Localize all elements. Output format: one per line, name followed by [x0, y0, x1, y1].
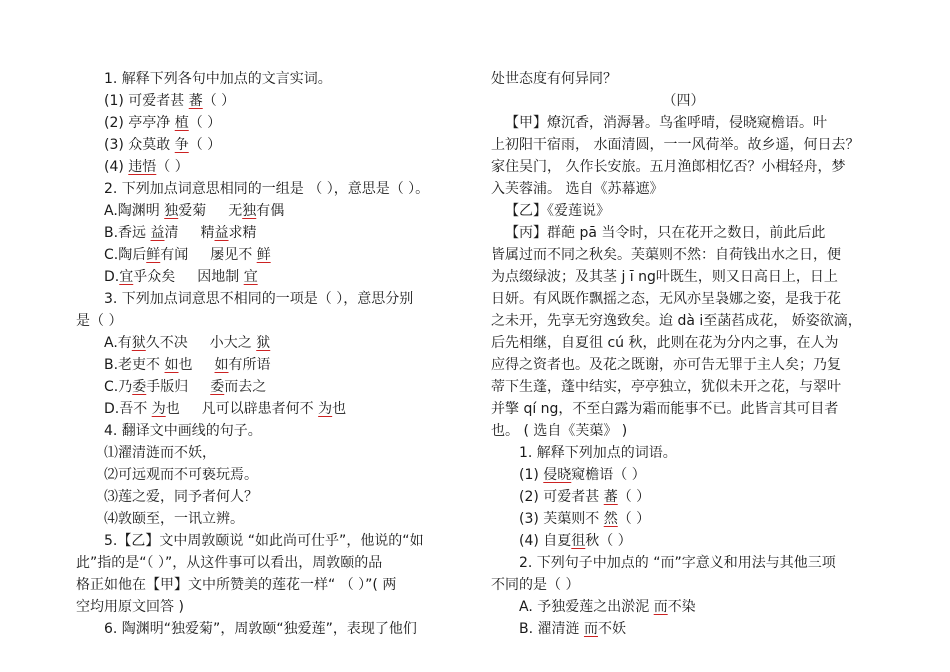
- passage-yi: 【乙】《爱莲说》: [505, 203, 610, 219]
- option-text: 小大之: [209, 335, 257, 351]
- passage-bing-line-8: 蒂下生蓬，蓬中结实，亭亭独立，犹似未开之花，与翠叶: [491, 379, 841, 395]
- item-text: (4) 自夏: [519, 533, 572, 549]
- option-text: D.吾不: [104, 401, 152, 417]
- dotted-word: 宜: [243, 269, 258, 285]
- question-6-line-2: 处世态度有何异同？: [491, 71, 617, 87]
- option-text: D.: [104, 269, 120, 285]
- option-text: 久不决: [145, 335, 188, 351]
- question-2-option-c: [76, 244, 468, 266]
- dotted-word: 如: [164, 357, 179, 373]
- question-1-item-1: [76, 90, 468, 112]
- right-question-2-option-a: [491, 596, 876, 618]
- question-3-option-c: [76, 376, 468, 398]
- passage-bing-line-2: 皆属过而不同之秋矣。芙蕖则不然：自荷钱出水之日，便: [491, 247, 841, 263]
- question-2-option-b: [76, 222, 468, 244]
- answer-blank: （ ）: [156, 159, 189, 175]
- option-text: 有闻: [160, 247, 189, 263]
- passage-bing-line-9: 并擎 qí ng，不至白露为霜而能事不已。此皆言其可目者: [491, 401, 839, 417]
- item-text: (3) 众莫敢: [104, 137, 175, 153]
- passage-jia-line-3: 家住吴门， 久作长安旅。五月渔郎相忆否？小楫轻舟，梦: [491, 159, 846, 175]
- option-text: 手版归: [146, 379, 189, 395]
- right-question-1-item-4: [491, 530, 876, 552]
- right-question-1-item-2: [491, 486, 876, 508]
- option-text: 有所语: [228, 357, 271, 373]
- option-text: 也: [332, 401, 347, 417]
- passage-bing-line-6: 后先相继，自夏徂 cú 秋，此则在花为分内之事，在人为: [491, 335, 839, 351]
- question-3-option-d: [76, 398, 468, 420]
- option-text: A.陶渊明: [104, 203, 165, 219]
- option-text: 爱菊: [178, 203, 207, 219]
- option-text: 不染: [667, 599, 696, 615]
- item-text: (1) 可爱者甚: [104, 93, 189, 109]
- question-2-option-a: [76, 200, 468, 222]
- option-text: 乎众矣: [133, 269, 176, 285]
- passage-jia-line-1: 【甲】燎沉香，消溽暑。鸟雀呼晴，侵晓窥檐语。叶: [505, 115, 827, 131]
- passage-bing-line-4: 日妍。有风既作飘摇之态，无风亦呈袅娜之姿，是我于花: [491, 291, 841, 307]
- dotted-word: 委: [132, 379, 147, 395]
- option-text: A.有: [104, 335, 132, 351]
- dotted-word: 侵晓: [543, 467, 572, 483]
- answer-blank: （ ）: [188, 115, 222, 131]
- option-text: 精: [200, 225, 215, 241]
- dotted-word: 为: [318, 401, 333, 417]
- question-4-item-2: ⑵可远观而不可亵玩焉。: [104, 467, 258, 483]
- option-text: 也: [178, 357, 193, 373]
- dotted-word: 益: [150, 225, 165, 241]
- option-text: 求精: [228, 225, 257, 241]
- question-1-item-3: [76, 134, 468, 156]
- dotted-word: 独: [164, 203, 179, 219]
- right-question-2-title: 2. 下列句子中加点的 “而”字意义和用法与其他三项: [519, 555, 836, 571]
- option-text: C.陶后: [104, 247, 147, 263]
- option-text: 清: [164, 225, 179, 241]
- option-text: A. 予独爱莲之出淤泥: [519, 599, 654, 615]
- question-4-item-4: ⑷敦颐至，一讯立辨。: [104, 511, 244, 527]
- dotted-word: 植: [174, 115, 189, 131]
- right-question-2-title-cont: 不同的是（ ）: [491, 577, 580, 593]
- question-1-item-4: [76, 156, 468, 178]
- question-1-item-2: [76, 112, 468, 134]
- question-1-title: 1. 解释下列各句中加点的文言实词。: [104, 71, 332, 87]
- item-text: (3) 芙蕖则不: [519, 511, 604, 527]
- dotted-word: 蕃: [188, 93, 203, 109]
- option-text: C.乃: [104, 379, 133, 395]
- item-text: (2) 亭亭净: [104, 115, 175, 131]
- passage-bing-line-5: 之未开，先享无穷逸致矣。迨 dà i至菡萏成花， 娇姿欲滴，: [491, 313, 862, 329]
- dotted-word: 而: [583, 621, 598, 637]
- question-4-title: 4. 翻译文中画线的句子。: [104, 423, 262, 439]
- right-question-2-option-b: [491, 618, 876, 640]
- dotted-word: 如: [214, 357, 229, 373]
- dotted-word: 独: [242, 203, 257, 219]
- section-title: （四）: [662, 93, 705, 109]
- right-question-1-title: 1. 解释下列加点的词语。: [519, 445, 677, 461]
- dotted-word: 益: [214, 225, 229, 241]
- option-text: 凡可以辟患者何不: [201, 401, 319, 417]
- question-5-line-2: 此”指的是“（ ）”，从这件事可以看出，周敦颐的品: [76, 555, 383, 571]
- answer-blank: （ ）: [188, 137, 222, 153]
- item-text: (4): [104, 159, 129, 175]
- question-2-option-d: [76, 266, 468, 288]
- question-5-line-3: 格正如他在【甲】文中所赞美的莲花一样“ （ ）”( 两: [76, 577, 397, 593]
- option-text: 因地制: [197, 269, 244, 285]
- question-3-title-cont: 是（ ）: [76, 313, 123, 329]
- dotted-word: 然: [603, 511, 618, 527]
- answer-blank: （ ）: [617, 511, 651, 527]
- dotted-word: 狱: [256, 335, 271, 351]
- right-question-1-item-1: [491, 464, 876, 486]
- dotted-word: 蕃: [603, 489, 618, 505]
- question-5-line-1: 5.【乙】文中周敦颐说 “如此尚可仕乎”，他说的“如: [104, 533, 424, 549]
- option-text: B. 濯清涟: [519, 621, 584, 637]
- option-text: B.老吏不: [104, 357, 165, 373]
- item-text: (1): [519, 467, 544, 483]
- dotted-word: 宜: [119, 269, 134, 285]
- dotted-word: 徂: [571, 533, 586, 549]
- dotted-word: 为: [151, 401, 166, 417]
- passage-jia-line-4: 入芙蓉浦。 选自《苏幕遮》: [491, 181, 664, 197]
- dotted-word: 而: [653, 599, 668, 615]
- answer-blank: （ ）: [202, 93, 236, 109]
- right-column: [491, 68, 876, 640]
- question-3-option-b: [76, 354, 468, 376]
- item-text: 秋（ ）: [585, 533, 632, 549]
- option-text: 有偶: [256, 203, 285, 219]
- passage-bing-line-7: 应得之资者也。及花之既谢，亦可告无罪于主人矣；乃复: [491, 357, 841, 373]
- passage-bing-line-3: 为点缀绿波；及其茎 j ī ng叶既生，则又日高日上，日上: [491, 269, 838, 285]
- option-text: 而去之: [224, 379, 267, 395]
- passage-bing-line-1: 【丙】群葩 pā 当令时，只在花开之数日，前此后此: [505, 225, 826, 241]
- question-3-title: 3. 下列加点词意思不相同的一项是（ ），意思分别: [104, 291, 414, 307]
- dotted-word: 争: [174, 137, 189, 153]
- dotted-word: 鲜: [146, 247, 161, 263]
- question-3-option-a: [76, 332, 468, 354]
- dotted-word: 狱: [131, 335, 146, 351]
- question-6-line-1: 6. 陶渊明“独爱菊”，周敦颐“独爱莲”，表现了他们: [104, 621, 417, 637]
- option-text: 屡见不: [210, 247, 257, 263]
- answer-blank: （ ）: [617, 489, 651, 505]
- passage-jia-line-2: 上初阳干宿雨， 水面清圆，一一风荷举。故乡遥，何日去？: [491, 137, 860, 153]
- right-question-1-item-3: [491, 508, 876, 530]
- option-text: 无: [228, 203, 243, 219]
- option-text: 不妖: [597, 621, 626, 637]
- question-5-line-4: 空均用原文回答 ): [76, 599, 184, 615]
- question-4-item-1: ⑴濯清涟而不妖，: [104, 445, 216, 461]
- item-text: (2) 可爱者甚: [519, 489, 604, 505]
- dotted-word: 委: [210, 379, 225, 395]
- question-2-title: 2. 下列加点词意思相同的一组是 （ ），意思是（ ）。: [104, 181, 430, 197]
- left-column: [76, 68, 468, 640]
- item-text: 窥檐语（ ）: [571, 467, 646, 483]
- option-text: 也: [165, 401, 180, 417]
- dotted-word: 违悟: [128, 159, 157, 175]
- dotted-word: 鲜: [256, 247, 271, 263]
- passage-bing-line-10: 也。 ( 选自《芙蕖》 ): [491, 423, 628, 439]
- question-4-item-3: ⑶莲之爱，同予者何人？: [104, 489, 258, 505]
- option-text: B.香远: [104, 225, 151, 241]
